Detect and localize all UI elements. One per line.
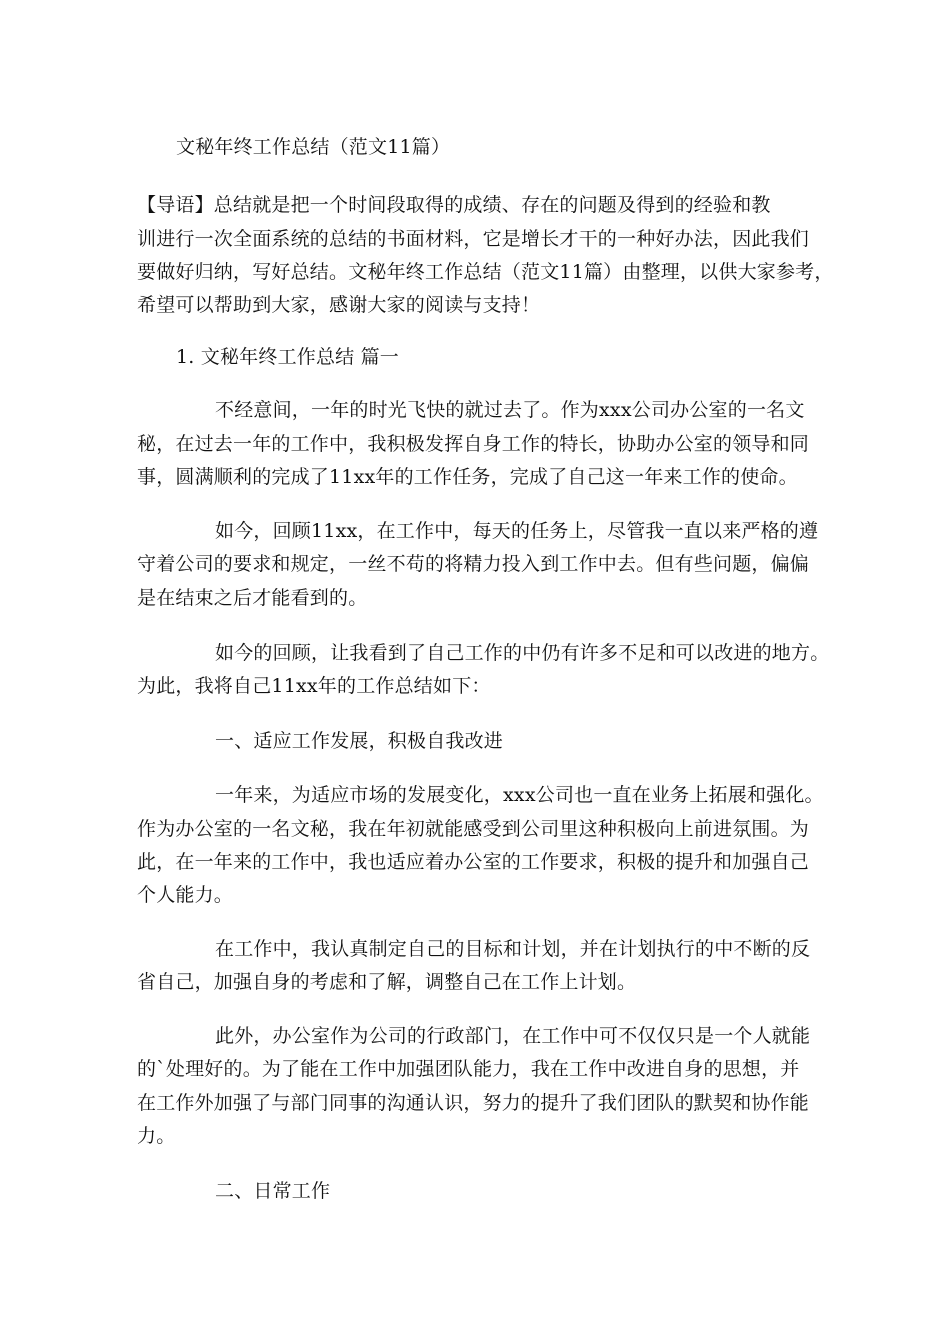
paragraph-4-line-4: 个人能力。 [137, 884, 234, 906]
paragraph-6-line-4: 力。 [137, 1125, 176, 1147]
paragraph-4-line-1: 一年来，为适应市场的发展变化，xxx公司也一直在业务上拓展和强化。 [215, 784, 824, 806]
paragraph-6-line-1: 此外，办公室作为公司的行政部门，在工作中可不仅仅只是一个人就能 [215, 1025, 811, 1047]
paragraph-5-line-1: 在工作中，我认真制定自己的目标和计划，并在计划执行的中不断的反 [215, 938, 811, 960]
page-title: 文秘年终工作总结（范文11篇） [176, 136, 451, 158]
section-heading-1: 1. 文秘年终工作总结 篇一 [176, 346, 400, 368]
intro-line-4: 希望可以帮助到大家，感谢大家的阅读与支持！ [137, 294, 541, 316]
paragraph-1-line-2: 秘，在过去一年的工作中，我积极发挥自身工作的特长，协助办公室的领导和同 [137, 433, 810, 455]
intro-line-2: 训进行一次全面系统的总结的书面材料，它是增长才干的一种好办法，因此我们 [137, 228, 810, 250]
paragraph-6-line-3: 在工作外加强了与部门同事的沟通认识，努力的提升了我们团队的默契和协作能 [137, 1092, 810, 1114]
paragraph-2-line-2: 守着公司的要求和规定，一丝不苟的将精力投入到工作中去。但有些问题，偏偏 [137, 553, 810, 575]
paragraph-4-line-2: 作为办公室的一名文秘，我在年初就能感受到公司里这种积极向上前进氛围。为 [137, 818, 810, 840]
paragraph-2-line-3: 是在结束之后才能看到的。 [137, 587, 368, 609]
paragraph-2-line-1: 如今，回顾11xx，在工作中，每天的任务上，尽管我一直以来严格的遵 [215, 520, 819, 542]
paragraph-5-line-2: 省自己，加强自身的考虑和了解，调整自己在工作上计划。 [137, 971, 637, 993]
subheading-one: 一、适应工作发展，积极自我改进 [215, 730, 504, 752]
paragraph-1-line-3: 事，圆满顺利的完成了11xx年的工作任务，完成了自己这一年来工作的使命。 [137, 466, 798, 488]
subheading-two: 二、日常工作 [215, 1180, 331, 1202]
paragraph-1-line-1: 不经意间，一年的时光飞快的就过去了。作为xxx公司办公室的一名文 [215, 399, 805, 421]
intro-line-3: 要做好归纳，写好总结。文秘年终工作总结（范文11篇）由整理，以供大家参考， [137, 261, 834, 283]
intro-line-1: 【导语】总结就是把一个时间段取得的成绩、存在的问题及得到的经验和教 [137, 194, 771, 216]
paragraph-4-line-3: 此，在一年来的工作中，我也适应着办公室的工作要求，积极的提升和加强自己 [137, 851, 810, 873]
paragraph-3-line-2: 为此，我将自己11xx年的工作总结如下： [137, 675, 491, 697]
paragraph-6-line-2: 的`处理好的。为了能在工作中加强团队能力，我在工作中改进自身的思想，并 [137, 1058, 800, 1080]
paragraph-3-line-1: 如今的回顾，让我看到了自己工作的中仍有许多不足和可以改进的地方。 [215, 642, 830, 664]
